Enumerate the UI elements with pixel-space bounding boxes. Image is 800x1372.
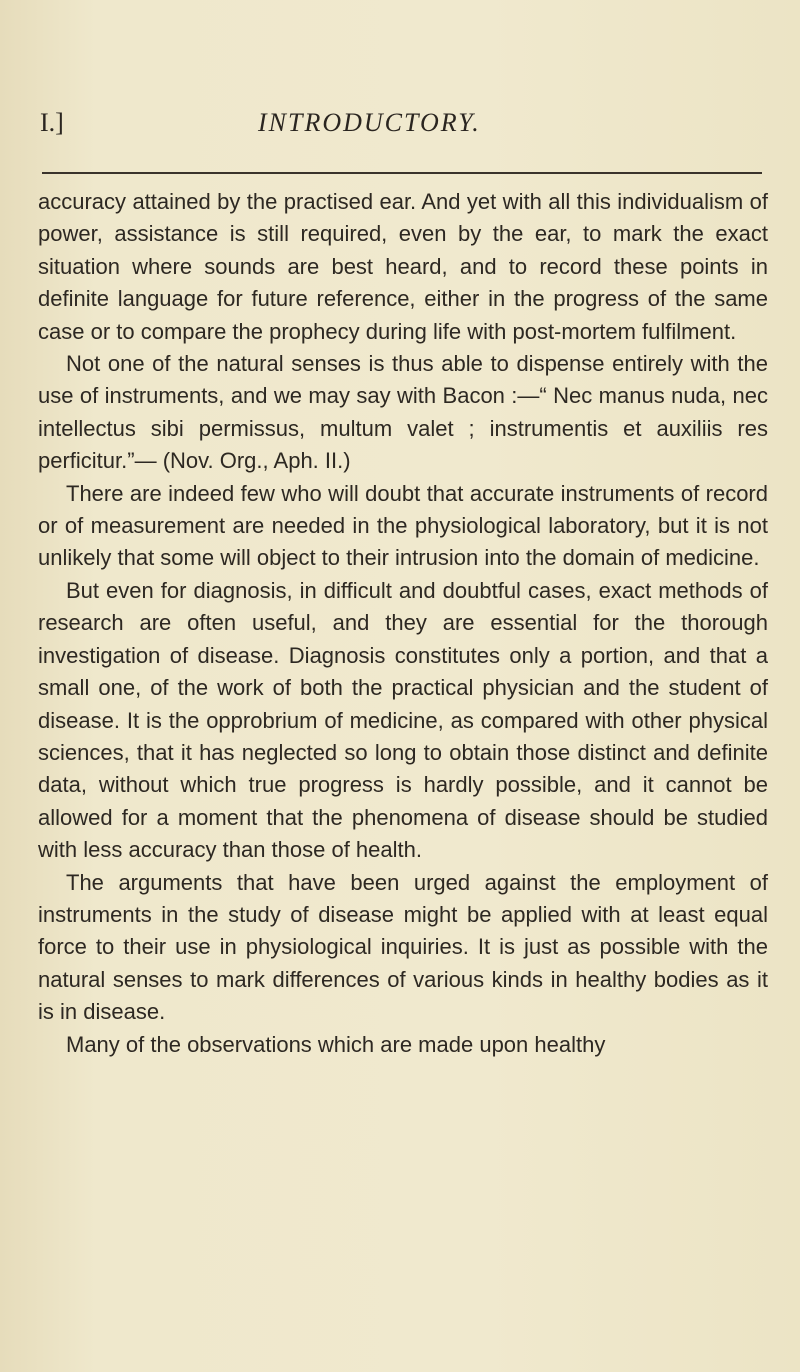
paragraph: But even for diagnosis, in difficult and doubtful cases, exact methods of research are often useful, and they are essential for the thorough investigation of disease. Diagnosis constitutes only a portion, and that a small one, of the work of both the practical physician and the student of disease. It is the opprobrium of medicine, as compared with other physical sciences, that it has neglected so long to obtain those distinct and definite data, without which true progress is hardly possible, and it cannot be allowed for a moment that the phenomena of disease should be studied with less accuracy than those of health. bbox=[38, 577, 768, 863]
paragraph: There are indeed few who will doubt that accurate instruments of record or of measurement are needed in the physiological laboratory, but it is not unlikely that some will object to their intrusion into the domain of medicine. bbox=[38, 480, 768, 571]
body-text bbox=[38, 186, 768, 1061]
paragraph: accuracy attained by the practised ear. And yet with all this individualism of power, assistance is still required, even by the ear, to mark the exact situation where sounds are best heard, and to record these points in definite language for future reference, either in the progress of the same case or to compare the prophecy during life with post-mortem fulfilment. bbox=[38, 189, 768, 344]
page-header bbox=[0, 102, 800, 142]
running-head: INTRODUCTORY. bbox=[258, 108, 481, 137]
paragraph: Not one of the natural senses is thus able to dispense entirely with the use of instruments, and we may say with Bacon :—“ Nec manus nuda, nec intellectus sibi permissus, multum valet ; instrumentis et auxiliis res perficitur.”— (Nov. Org., Aph. II.) bbox=[38, 351, 768, 474]
chapter-number: I.] bbox=[40, 108, 64, 137]
paragraph: Many of the observations which are made upon healthy bbox=[66, 1031, 606, 1057]
paragraph: The arguments that have been urged against the employment of instruments in the study of disease might be applied with at least equal force to their use in physiological inquiries. It is just as possible with the natural senses to mark differences of various kinds in healthy bodies as it is in disease. bbox=[38, 869, 768, 1025]
header-rule bbox=[42, 172, 762, 174]
